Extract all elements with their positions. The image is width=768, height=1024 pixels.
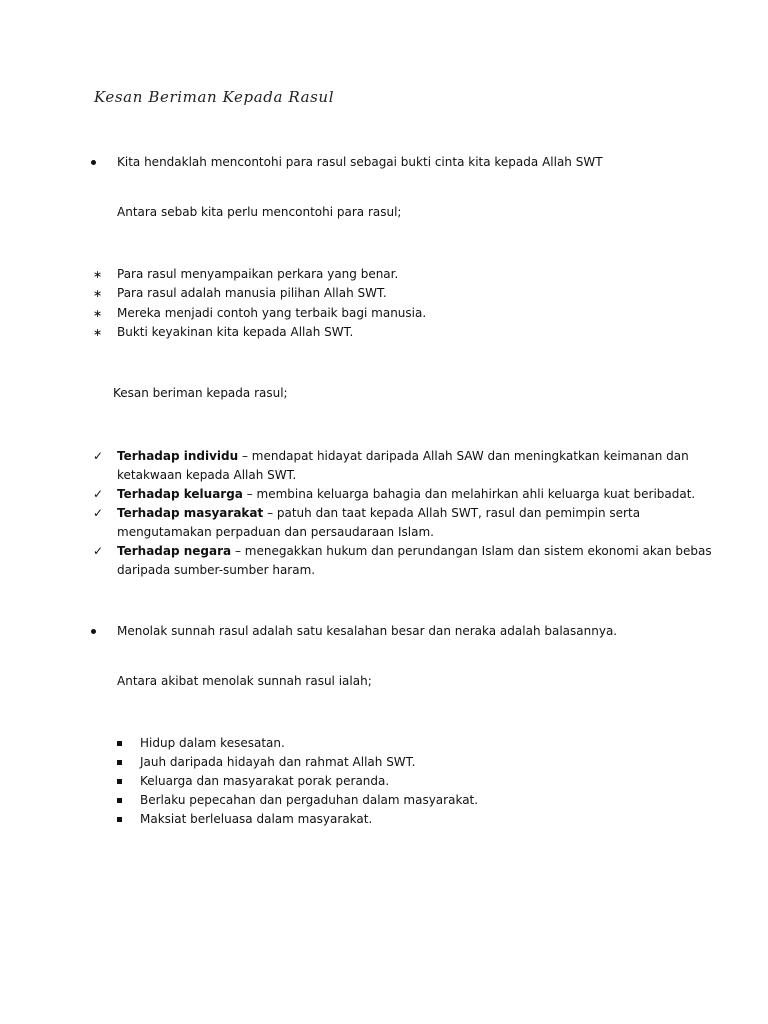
list-item-text: Hidup dalam kesesatan.: [140, 736, 285, 750]
effect-label: Terhadap negara: [117, 544, 232, 558]
main-bullet-1: [0, 153, 768, 172]
list-item: [0, 772, 768, 791]
effect-text: – patuh dan taat kepada Allah SWT, rasul dan pemimpin serta: [263, 506, 641, 520]
document-title: Kesan Beriman Kepada Rasul: [94, 88, 335, 106]
checkmark-icon: ✓: [93, 487, 104, 501]
list-item-text: [117, 504, 640, 523]
list-item-text: Mereka menjadi contoh yang terbaik bagi manusia.: [117, 306, 427, 320]
checkmark-icon: ✓: [93, 544, 104, 558]
effect-label: Terhadap individu: [117, 449, 239, 463]
square-bullet-icon: [117, 760, 122, 765]
list-item-text: [117, 485, 695, 504]
list-item-text: Maksiat berleluasa dalam masyarakat.: [140, 812, 373, 826]
list-item: [0, 323, 768, 342]
square-bullet-icon: [117, 779, 122, 784]
asterisk-icon: ∗: [93, 307, 103, 320]
list-item: [0, 284, 768, 303]
effect-text-continued: daripada sumber-sumber haram.: [117, 563, 316, 577]
list-item: [0, 485, 768, 504]
list-item-text: Keluarga dan masyarakat porak peranda.: [140, 774, 390, 788]
list-item-text: Para rasul menyampaikan perkara yang benar.: [117, 267, 399, 281]
square-bullet-icon: [117, 817, 122, 822]
reasons-intro: Antara sebab kita perlu mencontohi para rasul;: [117, 205, 402, 219]
square-bullet-icon: [117, 798, 122, 803]
asterisk-icon: ∗: [93, 326, 103, 339]
checkmark-icon: ✓: [93, 506, 104, 520]
checkmark-icon: ✓: [93, 449, 104, 463]
list-item: [0, 791, 768, 810]
list-item-text: [117, 447, 689, 466]
main-bullet-2-text: Menolak sunnah rasul adalah satu kesalahan besar dan neraka adalah balasannya.: [117, 624, 618, 638]
list-item: [0, 504, 768, 542]
bullet-dot-icon: [91, 160, 96, 165]
asterisk-icon: ∗: [93, 268, 103, 281]
list-item: [0, 265, 768, 284]
main-bullet-1-text: Kita hendaklah mencontohi para rasul sebagai bukti cinta kita kepada Allah SWT: [117, 155, 603, 169]
list-item-text: Jauh daripada hidayah dan rahmat Allah SWT.: [140, 755, 416, 769]
list-item-text: [117, 542, 712, 561]
effect-label: Terhadap masyarakat: [117, 506, 264, 520]
effect-text: – membina keluarga bahagia dan melahirkan ahli keluarga kuat beribadat.: [242, 487, 696, 501]
effects-intro: Kesan beriman kepada rasul;: [113, 386, 288, 400]
list-item: [0, 542, 768, 580]
effect-label: Terhadap keluarga: [117, 487, 243, 501]
list-item: [0, 753, 768, 772]
list-item-text: Berlaku pepecahan dan pergaduhan dalam masyarakat.: [140, 793, 479, 807]
asterisk-icon: ∗: [93, 287, 103, 300]
list-item: [0, 447, 768, 485]
square-bullet-icon: [117, 741, 122, 746]
list-item: [0, 734, 768, 753]
effect-text: – menegakkan hukum dan perundangan Islam dan sistem ekonomi akan bebas: [231, 544, 712, 558]
effect-text-continued: mengutamakan perpaduan dan persaudaraan Islam.: [117, 525, 434, 539]
consequences-intro: Antara akibat menolak sunnah rasul ialah;: [117, 674, 372, 688]
effect-text: – mendapat hidayat daripada Allah SAW dan meningkatkan keimanan dan: [238, 449, 689, 463]
list-item-text: Para rasul adalah manusia pilihan Allah SWT.: [117, 286, 387, 300]
main-bullet-2: [0, 622, 768, 641]
bullet-dot-icon: [91, 629, 96, 634]
list-item-text: Bukti keyakinan kita kepada Allah SWT.: [117, 325, 354, 339]
list-item: [0, 304, 768, 323]
list-item: [0, 810, 768, 829]
effect-text-continued: ketakwaan kepada Allah SWT.: [117, 468, 297, 482]
